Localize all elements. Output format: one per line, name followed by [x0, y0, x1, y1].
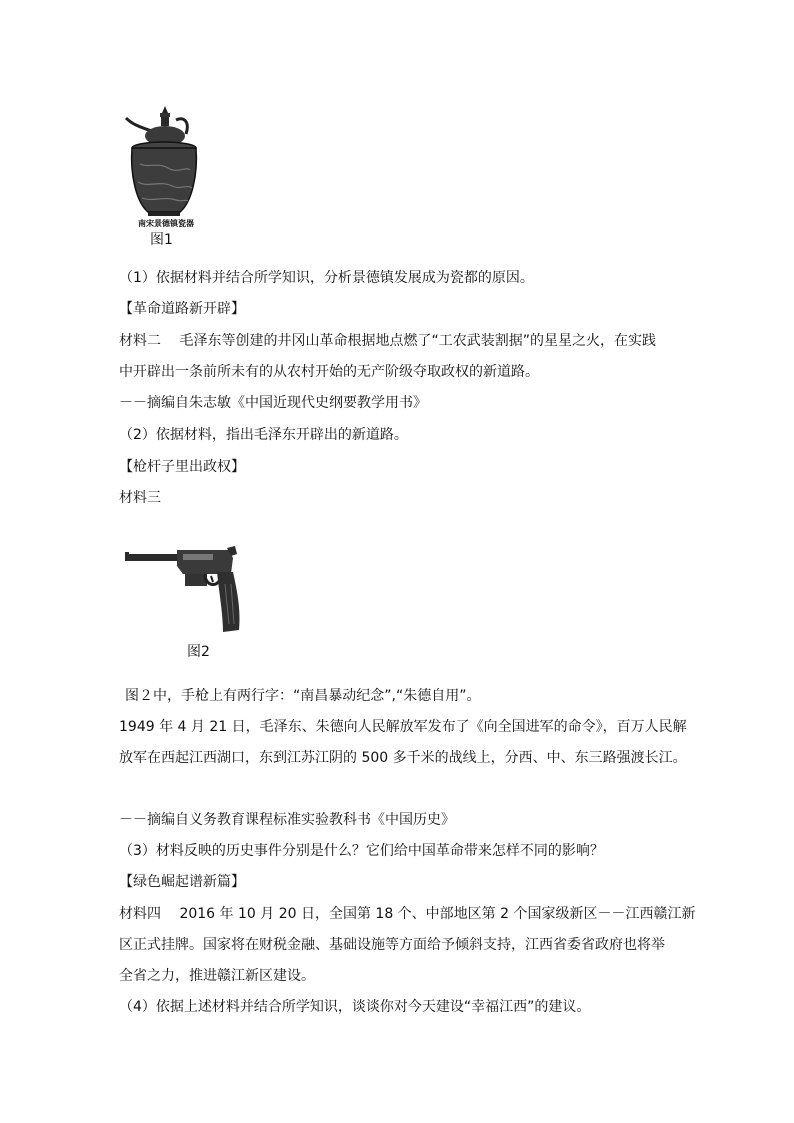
section-4-heading: 【绿色崛起谱新篇】 [119, 874, 245, 890]
material-2-line-1: 材料二 毛泽东等创建的井冈山革命根据地点燃了“工农武装割据”的星星之火，在实践 [119, 333, 656, 349]
figure-2-pistol [123, 544, 243, 636]
question-1: （1）依据材料并结合所学知识，分析景德镇发展成为瓷都的原因。 [119, 270, 534, 286]
material-3-text-2-line-2: 放军在西起江西湖口，东到江苏江阴的 500 多千米的战线上，分西、中、东三路强渡长江。 [119, 750, 687, 766]
material-3-text-1: 图２中，手枪上有两行字：“南昌暴动纪念”,“朱德自用”。 [125, 688, 481, 704]
section-2-heading: 【革命道路新开辟】 [119, 301, 245, 317]
material-4-line-2: 区正式挂牌。国家将在财税金融、基础设施等方面给予倾斜支持，江西省委省政府也将举 [119, 937, 665, 953]
material-3-source: －－摘编自义务教育课程标准实验教科书《中国历史》 [119, 812, 455, 828]
material-4-line-3: 全省之力，推进赣江新区建设。 [119, 968, 315, 984]
question-3: （3）材料反映的历史事件分别是什么？它们给中国革命带来怎样不同的影响？ [119, 843, 604, 859]
porcelain-ewer-image [118, 104, 214, 232]
figure-1-label: 图1 [150, 232, 173, 248]
figure-1-inscription: 南宋景德镇瓷器 [138, 219, 194, 228]
material-2-source: －－摘编自朱志敏《中国近现代史纲要教学用书》 [119, 395, 427, 411]
material-3-label: 材料三 [119, 490, 161, 506]
material-3-text-2-line-1: 1949 年 4 月 21 日，毛泽东、朱德向人民解放军发布了《向全国进军的命令》，百万人民解 [119, 719, 687, 735]
question-4: （4）依据上述材料并结合所学知识，谈谈你对今天建设“幸福江西”的建议。 [119, 999, 591, 1015]
question-2: （2）依据材料，指出毛泽东开辟出的新道路。 [119, 427, 408, 443]
figure-2-label: 图2 [187, 644, 210, 660]
figure-1-porcelain-ewer [118, 104, 214, 232]
pistol-image [123, 544, 243, 636]
section-3-heading: 【枪杆子里出政权】 [119, 459, 245, 475]
material-4-line-1: 材料四 2016 年 10 月 20 日，全国第 18 个、中部地区第 2 个国家级新区－－江西赣江新 [119, 906, 696, 922]
material-2-line-2: 中开辟出一条前所未有的从农村开始的无产阶级夺取政权的新道路。 [119, 364, 539, 380]
